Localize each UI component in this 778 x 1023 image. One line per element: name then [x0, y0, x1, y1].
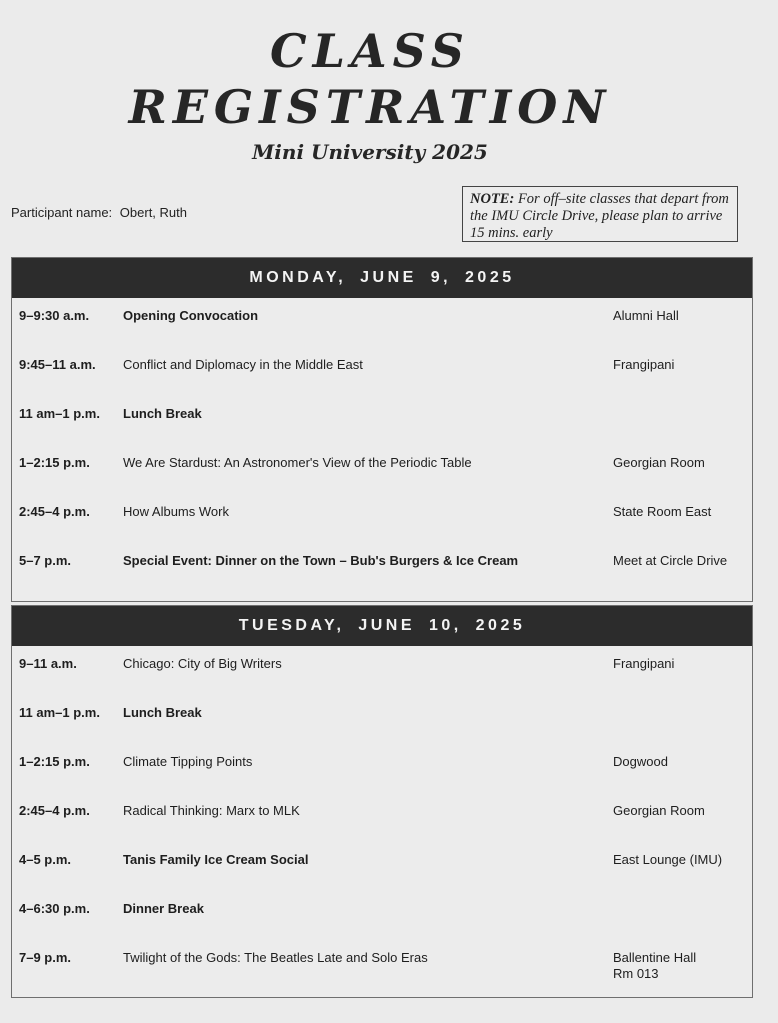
session-row [12, 901, 752, 925]
session-title: Tanis Family Ice Cream Social [123, 852, 309, 867]
session-location: Georgian Room [613, 803, 705, 818]
session-title: We Are Stardust: An Astronomer's View of the Periodic Table [123, 455, 472, 470]
session-row [12, 803, 752, 827]
session-time: 1–2:15 p.m. [19, 754, 90, 769]
session-time: 1–2:15 p.m. [19, 455, 90, 470]
session-time: 7–9 p.m. [19, 950, 72, 965]
session-time: 9–9:30 a.m. [19, 308, 90, 323]
note-box [462, 186, 738, 242]
session-time: 2:45–4 p.m. [19, 803, 90, 818]
session-location: East Lounge (IMU) [613, 852, 723, 867]
page-title-line1: CLASS [269, 24, 471, 78]
session-row [12, 705, 752, 729]
session-title: Lunch Break [123, 406, 202, 421]
day-section-tuesday [11, 605, 753, 998]
session-title: Dinner Break [123, 901, 204, 916]
day-header: TUESDAY, JUNE 10, 2025 [12, 606, 752, 646]
session-row [12, 357, 752, 381]
session-row [12, 656, 752, 680]
session-title: Special Event: Dinner on the Town – Bub's Burgers & Ice Cream [123, 553, 519, 568]
note-prefix: NOTE: [470, 191, 515, 207]
session-location: Ballentine Hall Rm 013 [613, 950, 697, 981]
day-section-monday [11, 257, 753, 602]
session-time: 4–5 p.m. [19, 852, 72, 867]
session-title: How Albums Work [123, 504, 229, 519]
session-title: Opening Convocation [123, 308, 259, 323]
session-time: 11 am–1 p.m. [19, 406, 100, 421]
session-title: Twilight of the Gods: The Beatles Late and Solo Eras [123, 950, 428, 965]
session-row [12, 950, 752, 981]
session-title: Chicago: City of Big Writers [123, 656, 282, 671]
session-row [12, 852, 752, 876]
page-subtitle: Mini University 2025 [252, 140, 488, 164]
session-location: Dogwood [613, 754, 668, 769]
session-row [12, 754, 752, 778]
session-time: 11 am–1 p.m. [19, 705, 100, 720]
participant-name: Obert, Ruth [119, 205, 187, 220]
session-location: Meet at Circle Drive [613, 553, 728, 568]
session-location: Alumni Hall [613, 308, 679, 323]
session-location: State Room East [613, 504, 712, 519]
session-location: Frangipani [613, 656, 675, 671]
session-row [12, 553, 752, 577]
session-title: Conflict and Diplomacy in the Middle East [123, 357, 363, 372]
session-time: 9:45–11 a.m. [19, 357, 96, 372]
session-location: Frangipani [613, 357, 675, 372]
session-time: 5–7 p.m. [19, 553, 72, 568]
session-title: Radical Thinking: Marx to MLK [123, 803, 300, 818]
session-row [12, 504, 752, 528]
session-row [12, 455, 752, 479]
session-title: Lunch Break [123, 705, 202, 720]
participant-label: Participant name: [11, 205, 113, 220]
session-time: 2:45–4 p.m. [19, 504, 90, 519]
page-title-line2: REGISTRATION [128, 80, 612, 134]
session-title: Climate Tipping Points [123, 754, 253, 769]
participant-info [11, 205, 187, 220]
session-time: 9–11 a.m. [19, 656, 77, 671]
session-time: 4–6:30 p.m. [19, 901, 90, 916]
note-text: For off–site classes that depart from the IMU Circle Drive, please plan to arrive 15 mins. early [470, 191, 729, 241]
day-header: MONDAY, JUNE 9, 2025 [12, 258, 752, 298]
session-row [12, 308, 752, 332]
session-location: Georgian Room [613, 455, 705, 470]
session-row [12, 406, 752, 430]
